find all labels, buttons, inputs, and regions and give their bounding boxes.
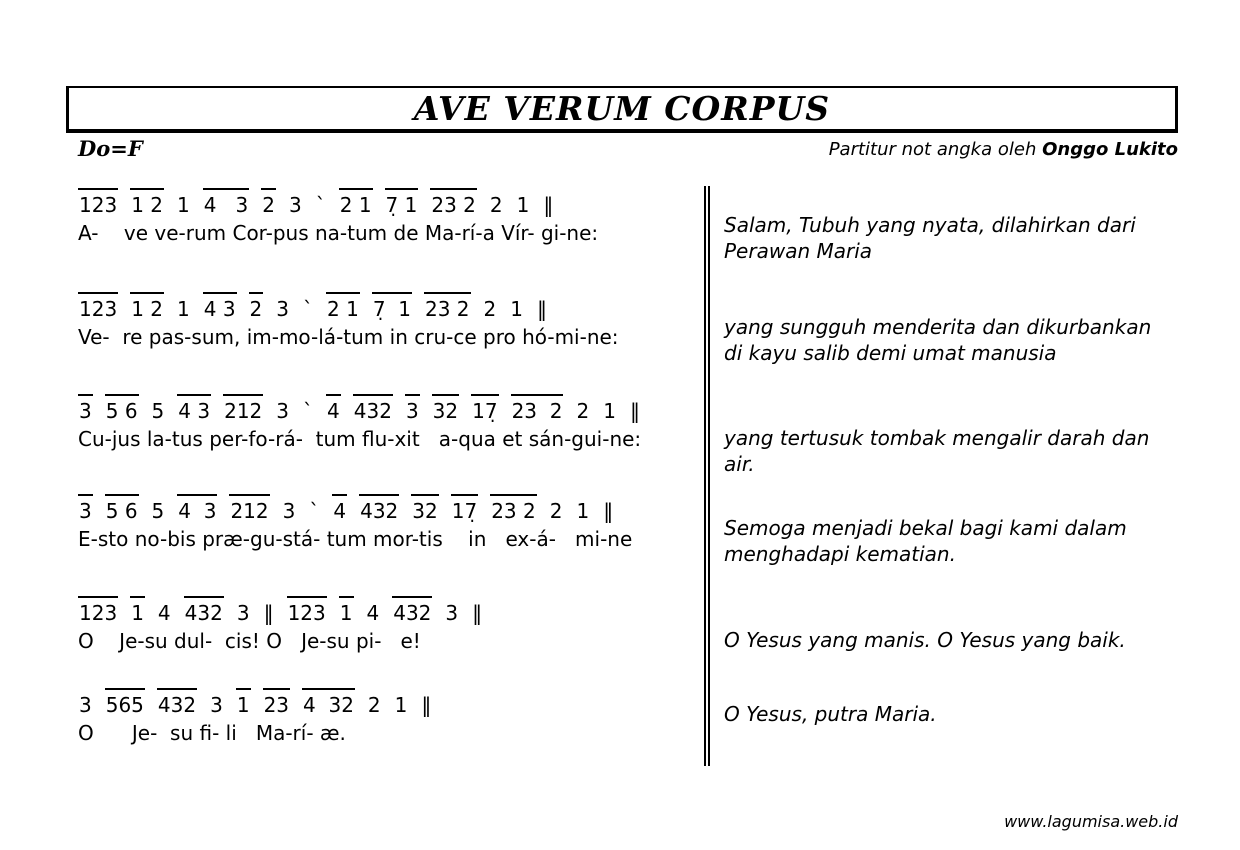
notes-row — [78, 688, 432, 717]
translation-paragraph: yang sungguh menderita dan dikurbankan di kayu salib demi umat manusia — [724, 315, 1152, 366]
note-group: 3 — [236, 601, 250, 625]
note-group: 1 2 — [130, 292, 164, 321]
note-group: 432 — [392, 596, 432, 625]
note-group: 2 — [483, 297, 497, 321]
music-line — [78, 394, 641, 451]
barline: ‖ — [603, 499, 614, 523]
note-group: 1 — [394, 693, 408, 717]
note-group: 2 — [549, 499, 563, 523]
lyrics-row: Ve- re pas-sum, im-mo-lá-tum in cru-ce pro hó-mi-ne: — [78, 325, 619, 349]
byline — [829, 139, 1178, 160]
note-group: 432 — [157, 688, 197, 717]
note-group: 17̣ — [471, 394, 498, 423]
barline: ‖ — [472, 601, 483, 625]
note-group: 3 — [78, 394, 93, 423]
note-group: 3 — [282, 499, 296, 523]
note-group: 2 — [261, 188, 276, 217]
note-group: 3 — [276, 399, 290, 423]
notes-row — [78, 394, 641, 423]
translation-paragraph: O Yesus yang manis. O Yesus yang baik. — [724, 628, 1126, 652]
note-group: 3 — [289, 193, 302, 217]
breath-mark: ` — [315, 193, 326, 217]
note-group: 23 2 — [490, 494, 537, 523]
translation-paragraph: Semoga menjadi bekal bagi kami dalam menghadapi kematian. — [724, 516, 1127, 567]
note-group: 5 6 — [105, 394, 139, 423]
note-group: 4 3 — [177, 494, 217, 523]
note-group: 212 — [229, 494, 269, 523]
note-group: 1 — [177, 193, 190, 217]
note-group: 1 — [177, 297, 190, 321]
note-group: 432 — [184, 596, 224, 625]
barline: ‖ — [537, 297, 547, 321]
note-group: 123 — [78, 596, 118, 625]
music-line — [78, 688, 432, 745]
lyrics-row: Cu-jus la-tus per-fo-rá- tum flu-xit a-qua et sán-gui-ne: — [78, 427, 642, 451]
note-group: 1 — [603, 399, 616, 423]
translation-paragraph: O Yesus, putra Maria. — [724, 702, 937, 726]
note-group: 5 — [151, 399, 165, 423]
breath-mark: ` — [303, 399, 314, 423]
note-group: 4 — [332, 494, 347, 523]
lyrics-row: E-sto no-bis præ-gu-stá- tum mor-tis in ex-á- mi-ne — [78, 527, 633, 551]
breath-mark: ` — [303, 297, 314, 321]
note-group: 432 — [353, 394, 393, 423]
note-group: 5 6 — [105, 494, 139, 523]
note-group: 4 3 — [177, 394, 211, 423]
byline-prefix: Partitur not angka oleh — [828, 139, 1043, 160]
lyrics-row: O Je-su dul- cis! O Je-su pi- e! — [78, 629, 421, 653]
note-group: 123 — [78, 292, 118, 321]
key-signature: Do=F — [78, 136, 143, 161]
note-group: 3 — [445, 601, 459, 625]
note-group: 565 — [105, 688, 145, 717]
note-group: 1 — [130, 596, 145, 625]
note-group: 1 — [516, 193, 530, 217]
note-group: 2 — [489, 193, 503, 217]
note-group: 23 2 — [424, 292, 471, 321]
note-group: 3 — [79, 693, 92, 717]
notes-row — [78, 188, 598, 217]
barline: ‖ — [263, 601, 274, 625]
note-group: 4 — [366, 601, 380, 625]
translation-paragraph: Salam, Tubuh yang nyata, dilahirkan dari Perawan Maria — [724, 213, 1136, 264]
note-group: 23 2 — [511, 394, 564, 423]
note-group: 4 3 — [203, 188, 250, 217]
note-group: 4 3 — [203, 292, 237, 321]
note-group: 2 1 — [339, 188, 373, 217]
note-group: 2 — [367, 693, 381, 717]
website-url: www.lagumisa.web.id — [1004, 812, 1178, 831]
note-group: 1 — [576, 499, 590, 523]
note-group: 123 — [287, 596, 327, 625]
barline: ‖ — [421, 693, 432, 717]
breath-mark: ` — [309, 499, 320, 523]
notes-row — [78, 494, 632, 523]
byline-author: Onggo Lukito — [1042, 139, 1178, 160]
note-group: 3 — [210, 693, 223, 717]
note-group: 3 — [405, 394, 420, 423]
note-group: 212 — [223, 394, 263, 423]
note-group: 4 32 — [302, 688, 355, 717]
music-line — [78, 292, 619, 349]
note-group: 432 — [359, 494, 399, 523]
lyrics-row: O Je- su fi- li Ma-rí- æ. — [78, 721, 346, 745]
note-group: 4 — [326, 394, 341, 423]
notes-row — [78, 596, 483, 625]
song-title: AVE VERUM CORPUS — [413, 89, 831, 128]
notes-row — [78, 292, 619, 321]
note-group: 2 1 — [326, 292, 360, 321]
note-group: 123 — [78, 188, 118, 217]
music-line — [78, 494, 632, 551]
barline: ‖ — [629, 399, 640, 423]
note-group: 23 — [263, 688, 290, 717]
column-divider — [704, 186, 710, 766]
note-group: 32 — [432, 394, 459, 423]
note-group: 2 — [576, 399, 590, 423]
translation-paragraph: yang tertusuk tombak mengalir darah dan air. — [724, 426, 1150, 477]
note-group: 2 — [249, 292, 264, 321]
note-group: 1 — [510, 297, 523, 321]
note-group: 5 — [151, 499, 165, 523]
note-group: 1 2 — [130, 188, 164, 217]
music-line — [78, 188, 598, 245]
barline: ‖ — [543, 193, 554, 217]
note-group: 17̣ — [451, 494, 478, 523]
lyrics-row: A- ve ve-rum Cor-pus na-tum de Ma-rí-a Vír- gi-ne: — [78, 221, 599, 245]
note-group: 1 — [236, 688, 251, 717]
title-box — [66, 86, 1178, 133]
note-group: 4 — [157, 601, 171, 625]
music-line — [78, 596, 483, 653]
note-group: 1 — [339, 596, 354, 625]
note-group: 3 — [276, 297, 290, 321]
note-group: 3 — [78, 494, 93, 523]
note-group: 7̣ 1 — [385, 188, 419, 217]
note-group: 23 2 — [430, 188, 477, 217]
note-group: 32 — [411, 494, 438, 523]
note-group: 7̣ 1 — [372, 292, 412, 321]
